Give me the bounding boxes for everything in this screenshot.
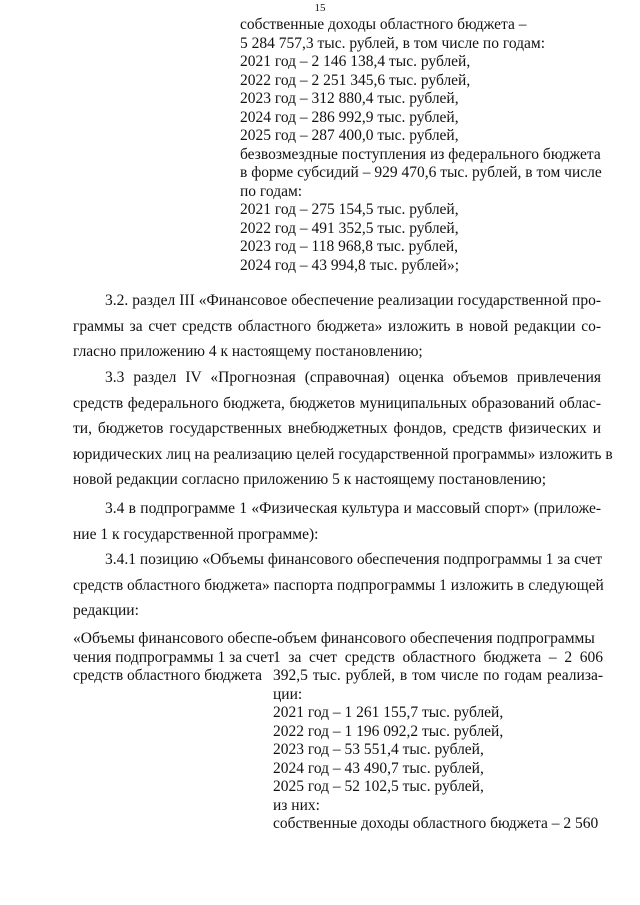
funding-line: 2022 год – 2 251 345,6 тыс. рублей, (240, 71, 471, 89)
position-value-line: из них: (273, 796, 320, 814)
paragraph-line: юридических лиц на реализацию целей государственной программы» изложить в (73, 445, 613, 463)
funding-line: собственные доходы областного бюджета – (240, 16, 527, 33)
paragraph-line: 3.2. раздел III «Финансовое обеспечение реализации государственной про- (105, 292, 601, 309)
funding-line: 5 284 757,3 тыс. рублей, в том числе по годам: (240, 34, 546, 52)
paragraph-line: редакции: (73, 602, 139, 619)
paragraph-3-4 (73, 496, 601, 547)
funding-line: по годам: (240, 182, 303, 200)
position-value-line: 2021 год – 1 261 155,7 тыс. рублей, (273, 704, 504, 721)
paragraph-line: ние 1 к государственной программе): (73, 525, 319, 543)
position-value-line: 2025 год – 52 102,5 тыс. рублей, (273, 778, 484, 795)
position-value-line: 2022 год – 1 196 092,2 тыс. рублей, (273, 722, 504, 740)
funding-line: 2022 год – 491 352,5 тыс. рублей, (240, 219, 459, 237)
funding-line: в форме субсидий – 929 470,6 тыс. рублей, в том числе (240, 164, 602, 181)
funding-line: 2025 год – 287 400,0 тыс. рублей, (240, 127, 459, 144)
funding-line: 2023 год – 118 968,8 тыс. рублей, (240, 238, 459, 255)
position-label-line: чения подпрограммы 1 за счет (73, 648, 274, 666)
paragraph-3-4-1 (73, 547, 604, 624)
paragraph-line: ти, бюджетов государственных внебюджетных фондов, средств физических и (73, 420, 601, 437)
paragraph-line: гласно приложению 4 к настоящему постановлению; (73, 343, 423, 360)
paragraph-3-3 (73, 365, 613, 493)
position-value-line: собственные доходы областного бюджета – 2 560 (273, 815, 599, 832)
position-value-line: объем финансового обеспечения подпрограммы (277, 630, 595, 647)
position-value-cell (273, 630, 603, 834)
position-label-line: средств областного бюджета (73, 667, 262, 684)
position-label-line: «Объемы финансового обеспе- (73, 630, 278, 647)
funding-line: безвозмездные поступления из федерального бюджета (240, 145, 601, 163)
paragraph-line: 3.4 в подпрограмме 1 «Физическая культура и массовый спорт» (приложе- (105, 500, 601, 517)
paragraph-line: новой редакции согласно приложению 5 к настоящему постановлению; (73, 471, 547, 488)
paragraph-line: средств областного бюджета» паспорта подпрограммы 1 изложить в следующей (73, 576, 604, 594)
position-value-line: 392,5 тыс. рублей, в том числе по годам реализа- (273, 667, 603, 684)
position-label-cell (73, 630, 278, 686)
paragraph-line: средств федерального бюджета, бюджетов муниципальных образований облас- (73, 394, 601, 412)
page-number: 15 (314, 2, 326, 14)
position-value-line: ции: (273, 685, 303, 703)
paragraph-line: 3.4.1 позицию «Объемы финансового обеспечения подпрограммы 1 за счет (105, 551, 603, 568)
funding-line: 2023 год – 312 880,4 тыс. рублей, (240, 90, 459, 107)
paragraph-line: граммы за счет средств областного бюджета» изложить в новой редакции со- (73, 317, 601, 335)
funding-line: 2024 год – 286 992,9 тыс. рублей, (240, 108, 459, 126)
funding-line: 2021 год – 275 154,5 тыс. рублей, (240, 201, 459, 218)
paragraph-line: 3.3 раздел IV «Прогнозная (справочная) оценка объемов привлечения (105, 369, 601, 386)
position-value-line: 2023 год – 53 551,4 тыс. рублей, (273, 741, 484, 758)
funding-continuation-block (240, 16, 600, 275)
paragraph-3-2 (73, 288, 601, 365)
funding-line: 2024 год – 43 994,8 тыс. рублей»; (240, 256, 460, 274)
position-value-line: 1 за счет средств областного бюджета – 2 606 (273, 648, 603, 666)
position-value-line: 2024 год – 43 490,7 тыс. рублей, (273, 759, 484, 777)
funding-line: 2021 год – 2 146 138,4 тыс. рублей, (240, 53, 471, 70)
